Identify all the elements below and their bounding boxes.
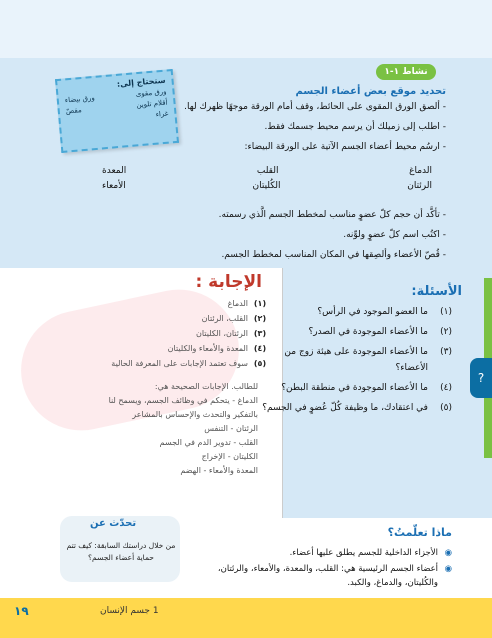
answer-text: الدماغ xyxy=(227,299,248,308)
question-number: (١) xyxy=(440,307,452,317)
answer-item xyxy=(10,358,272,370)
questions-list xyxy=(262,304,452,420)
answer-detail-line: الدماغ - يتحكم في وظائف الجسم، ويسمح لنا xyxy=(108,396,258,405)
answer-detail-line: المعدة والأمعاء - الهضم xyxy=(180,466,258,475)
learn-list xyxy=(192,546,452,592)
question-mark-icon: ? xyxy=(470,358,492,398)
answer-detail-line: الرئتان - التنفس xyxy=(204,424,258,433)
material-item: مقصّ xyxy=(65,106,83,116)
materials-title: ستحتاج إلى: xyxy=(116,75,166,89)
answer-detail-line: الكليتان - الإخراج xyxy=(201,452,258,461)
activity-step: - ألصق الورق المقوى على الحائط، وقف أمام الورقة موجهًا ظهرك لها. xyxy=(184,102,446,112)
material-item: غراء xyxy=(155,109,169,119)
learn-item xyxy=(192,562,452,590)
bullet-icon: ◉ xyxy=(444,548,452,558)
question-text: ما الأعضاء الموجودة في منطقة البطن؟ xyxy=(281,383,428,393)
answer-text: سوف تعتمد الإجابات على المعرفة الحالية xyxy=(111,359,248,368)
question-item xyxy=(262,304,452,320)
answer-number: (٣) xyxy=(253,329,267,338)
answer-number: (٢) xyxy=(253,314,267,323)
question-text: ما الأعضاء الموجودة في الصدر؟ xyxy=(308,327,428,337)
answer-item xyxy=(10,328,272,340)
organ-item: المعدة xyxy=(102,166,127,176)
organ-item: الدماغ xyxy=(409,166,432,176)
question-number: (٤) xyxy=(440,383,452,393)
unit-label: 1 جسم الإنسان xyxy=(100,606,159,616)
activity-step: - اكتُب اسم كلّ عضوٍ ولوِّنه. xyxy=(343,230,446,240)
organ-item: القلب xyxy=(256,166,279,176)
question-number: (٢) xyxy=(440,327,452,337)
activity-step: - اطلب إلى زميلك أن يرسم محيط جسمك فقط. xyxy=(264,122,446,132)
answer-item xyxy=(10,313,272,325)
organs-list xyxy=(102,166,432,196)
answer-text: القلب، الرئتان xyxy=(201,314,248,323)
answer-list xyxy=(10,298,272,373)
activity-step: - تأكَّد أن حجم كلّ عضوٍ مناسب لمخطط الجسم الَّذي رسمته. xyxy=(218,210,446,220)
answer-detail-line: للطالب. الإجابات الصحيحة هي: xyxy=(154,382,258,391)
answer-number: (٤) xyxy=(253,344,267,353)
footer-bar xyxy=(0,598,492,638)
activity-badge: نشاط ١-١ xyxy=(376,64,436,80)
answer-title: الإجابة : xyxy=(195,272,262,292)
answer-detail-line: بالتفكير والتحدث والإحساس بالمشاعر xyxy=(132,410,258,419)
learn-title: ماذا تعلّمتُ؟ xyxy=(387,526,452,539)
activity-step: - ارسُم محيط أعضاء الجسم الآتية على الورقة البيضاء: xyxy=(244,142,446,152)
questions-title: الأسئلة: xyxy=(411,284,462,299)
answer-item xyxy=(10,298,272,310)
talk-title: تحدّث عن xyxy=(90,518,137,529)
question-item xyxy=(262,344,452,376)
question-text: في اعتقادك، ما وظيفة كُلّ عُضوٍ في الجسم؟ xyxy=(262,403,428,413)
bullet-icon: ◉ xyxy=(444,564,452,574)
material-item: ورق مقوى xyxy=(135,87,167,99)
talk-text: من خلال دراستك السابقة: كيف تتم حماية أعضاء الجسم؟ xyxy=(66,541,176,562)
question-item xyxy=(262,324,452,340)
activity-step: - قُصّ الأعضاء وألصِقها في المكان المناسب لمخطط الجسم. xyxy=(221,250,446,260)
answer-number: (٥) xyxy=(253,359,267,368)
question-text: ما الأعضاء الموجودة على هيئة زوج من الأعضاء؟ xyxy=(284,347,428,373)
answer-text: الرئتان، الكليتان xyxy=(195,329,248,338)
materials-note xyxy=(55,69,179,153)
organ-item: الرئتان xyxy=(407,181,432,191)
top-band xyxy=(0,0,492,58)
question-number: (٣) xyxy=(440,347,452,357)
organ-item: الأمعاء xyxy=(102,181,126,191)
question-item xyxy=(262,400,452,416)
learn-text: الأجزاء الداخلية للجسم يطلق عليها أعضاء. xyxy=(289,548,438,558)
material-item: أقلام تلوين xyxy=(136,98,168,110)
answer-number: (١) xyxy=(253,299,267,308)
learn-item xyxy=(192,546,452,560)
activity-title: تحديد موقع بعض أعضاء الجسم xyxy=(295,86,446,97)
page-number: ١٩ xyxy=(14,604,29,618)
material-item: ورق بيضاء xyxy=(64,93,96,105)
answer-text: المعدة والأمعاء والكليتان xyxy=(167,344,248,353)
question-number: (٥) xyxy=(440,403,452,413)
answer-details xyxy=(10,380,258,478)
learn-text: أعضاء الجسم الرئيسية هي: القلب، والمعدة، والأمعاء، والرئتان، والكُليتان، والدماغ، والكبد. xyxy=(217,564,438,588)
answer-item xyxy=(10,343,272,355)
organ-item: الكُليتان xyxy=(252,181,281,191)
answer-detail-line: القلب - تدوير الدم في الجسم xyxy=(159,438,258,447)
question-item xyxy=(262,380,452,396)
question-text: ما العضو الموجود في الرأس؟ xyxy=(317,307,428,317)
